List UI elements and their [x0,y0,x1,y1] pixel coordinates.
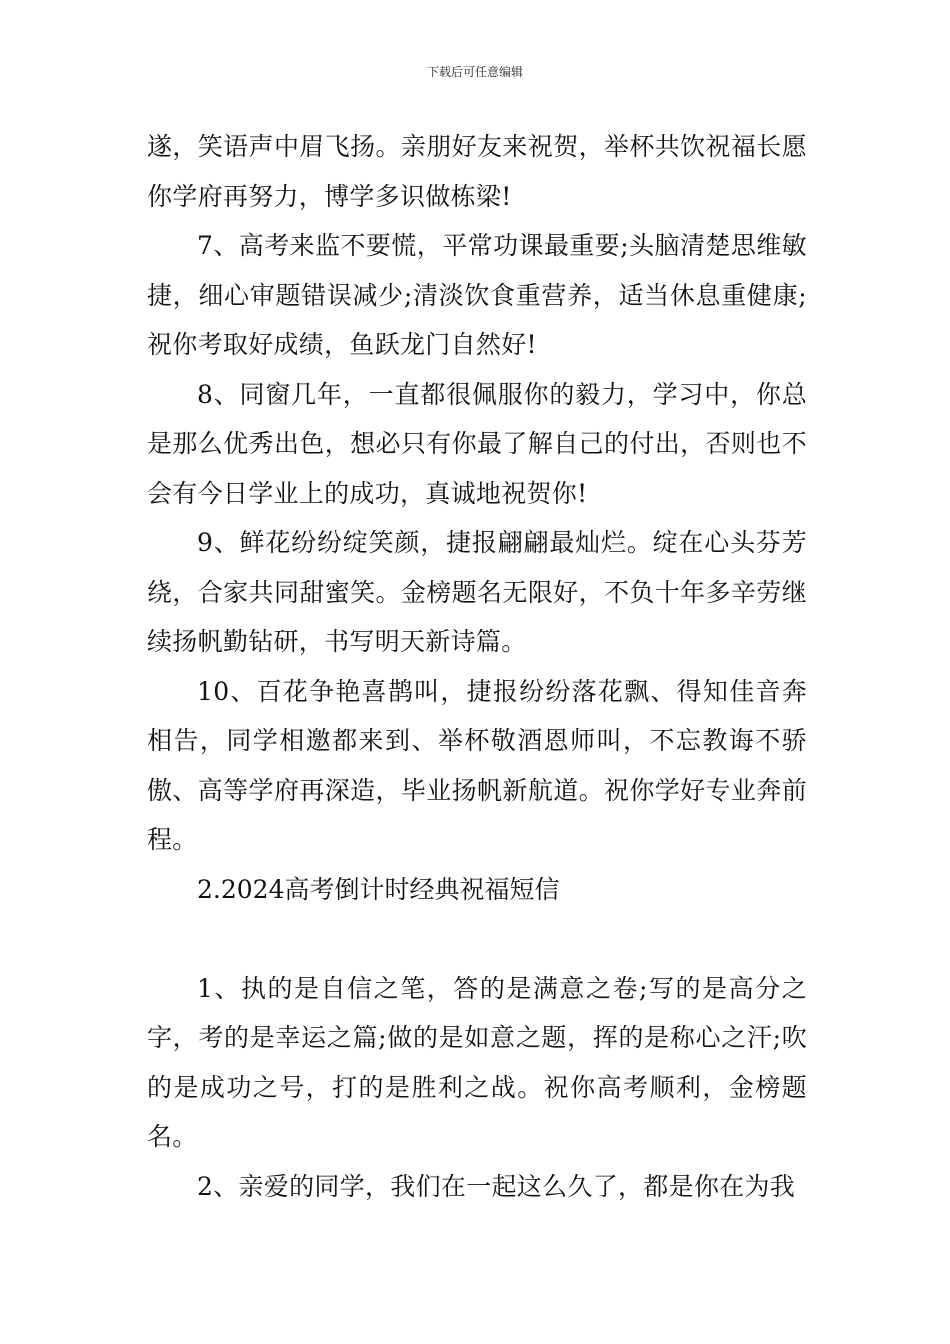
section-heading: 2.2024高考倒计时经典祝福短信 [197,874,560,904]
page-header-note: 下载后可任意编辑 [426,65,523,79]
document-body [147,122,807,1211]
section-paragraph-item-1: 1、执的是自信之笔，答的是满意之卷;写的是高分之字，考的是幸运之篇;做的是如意之题，挥的是称心之汗;吹的是成功之号，打的是胜利之战。祝你高考顺利，金榜题名。 [147,973,807,1151]
paragraph-item-9: 9、鲜花纷纷绽笑颜，捷报翩翩最灿烂。绽在心头芬芳绕，合家共同甜蜜笑。金榜题名无限好，不负十年多辛劳继续扬帆勤钻研，书写明天新诗篇。 [147,528,807,656]
paragraph-item-10: 10、百花争艳喜鹊叫，捷报纷纷落花飘、得知佳音奔相告，同学相邀都来到、举杯敬酒恩师叫，不忘教诲不骄傲、高等学府再深造，毕业扬帆新航道。祝你学好专业奔前程。 [147,676,807,854]
paragraph-item-8: 8、同窗几年，一直都很佩服你的毅力，学习中，你总是那么优秀出色，想必只有你最了解自己的付出，否则也不会有今日学业上的成功，真诚地祝贺你! [147,379,807,508]
paragraph-continuation: 遂，笑语声中眉飞扬。亲朋好友来祝贺，举杯共饮祝福长愿你学府再努力，博学多识做栋梁! [147,132,807,211]
paragraph-item-7: 7、高考来监不要慌，平常功课最重要;头脑清楚思维敏捷，细心审题错误减少;清淡饮食重营养，适当休息重健康;祝你考取好成绩，鱼跃龙门自然好! [147,231,807,359]
section-paragraph-item-2: 2、亲爱的同学，我们在一起这么久了，都是你在为我 [197,1171,796,1201]
